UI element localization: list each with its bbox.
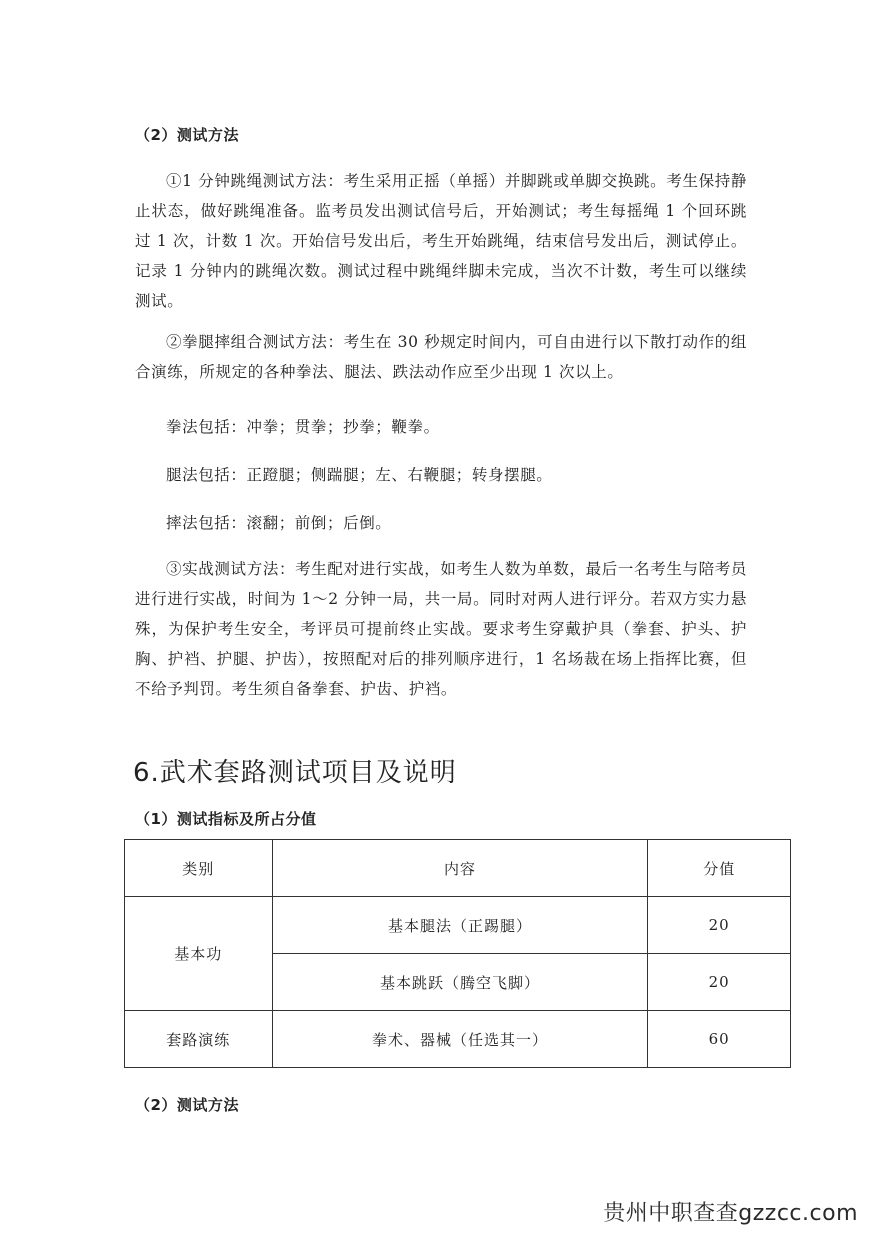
content-cell: 基本腿法（正踢腿）: [272, 897, 648, 954]
category-cell: 基本功: [125, 897, 273, 1011]
header-score: 分值: [648, 840, 791, 897]
throw-techniques: 摔法包括：滚翻；前倒；后倒。: [166, 514, 392, 532]
score-cell: 60: [648, 1011, 791, 1068]
table-header-row: [125, 840, 791, 897]
combo-paragraph: ②拳腿摔组合测试方法：考生在 30 秒规定时间内，可自由进行以下散打动作的组合演练，所规定的各种拳法、腿法、跌法动作应至少出现 1 次以上。: [135, 333, 747, 381]
score-table: [124, 839, 791, 1068]
table-row: [125, 897, 791, 954]
indicators-heading: （1）测试指标及所占分值: [135, 810, 317, 828]
sparring-paragraph: ③实战测试方法：考生配对进行实战，如考生人数为单数，最后一名考生与陪考员进行进行实战，时间为 1～2 分钟一局，共一局。同时对两人进行评分。若双方实力悬殊，为保护考生安全，考评员可提前终止实战。要求考生穿戴护具（拳套、护头、护胸、护裆、护腿、护齿），按照配对后的排列顺序进行，1 名场裁在场上指挥比赛，但不给予判罚。考生须自备拳套、护齿、护裆。: [135, 560, 747, 698]
punch-techniques: 拳法包括：冲拳；贯拳；抄拳；鞭拳。: [166, 418, 440, 436]
method-heading: （2）测试方法: [135, 126, 239, 144]
table-row: [125, 1011, 791, 1068]
header-category: 类别: [125, 840, 273, 897]
method-heading-2: （2）测试方法: [135, 1096, 239, 1114]
watermark-text: 贵州中职查查gzzcc.com: [603, 1201, 858, 1226]
section-title: 6.武术套路测试项目及说明: [133, 758, 457, 788]
kick-techniques: 腿法包括：正蹬腿；侧踹腿；左、右鞭腿；转身摆腿。: [166, 466, 553, 484]
jump-rope-paragraph: ①1 分钟跳绳测试方法：考生采用正摇（单摇）并脚跳或单脚交换跳。考生保持静止状态，做好跳绳准备。监考员发出测试信号后，开始测试；考生每摇绳 1 个回环跳过 1 次，计数 1 次。开始信号发出后，考生开始跳绳，结束信号发出后，测试停止。记录 1 分钟内的跳绳次数。测试过程中跳绳绊脚未完成，当次不计数，考生可以继续测试。: [135, 172, 747, 310]
score-cell: 20: [648, 897, 791, 954]
content-cell: 基本跳跃（腾空飞脚）: [272, 954, 648, 1011]
score-cell: 20: [648, 954, 791, 1011]
content-cell: 拳术、器械（任选其一）: [272, 1011, 648, 1068]
category-cell: 套路演练: [125, 1011, 273, 1068]
header-content: 内容: [272, 840, 648, 897]
